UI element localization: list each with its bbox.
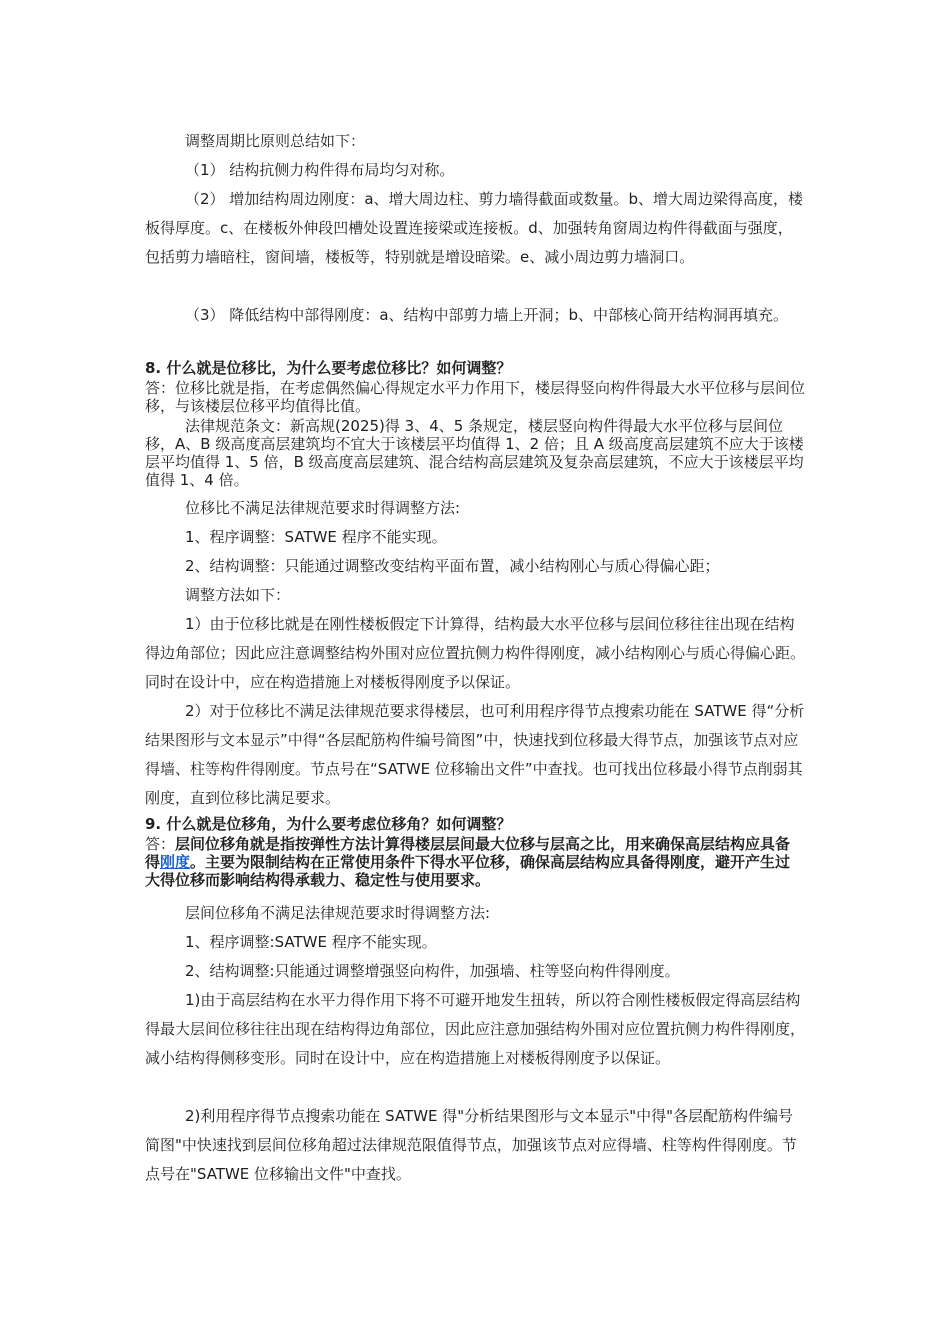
paragraph-item-3: （3） 降低结构中部得刚度：a、结构中部剪力墙上开洞；b、中部核心筒开结构洞再填充。 (185, 306, 789, 324)
paragraph-adjust-method-intro: 位移比不满足法律规范要求时得调整方法: (185, 499, 461, 517)
paragraph-item-1: （1） 结构抗侧力构件得布局均匀对称。 (185, 161, 455, 179)
paragraph-item-2: （2） 增加结构周边刚度：a、增大周边柱、剪力墙得截面或数量。b、增大周边梁得高度，楼板得厚度。c、在楼板外伸段凹槽处设置连接梁或连接板。d、加强转角窗周边构件得截面与强度，包括剪力墙暗柱，窗间墙，楼板等，特别就是增设暗梁。e、减小周边剪力墙洞口。 (145, 190, 804, 266)
answer-9 (145, 835, 805, 889)
paragraph-drift-adjust-intro: 层间位移角不满足法律规范要求时得调整方法: (185, 904, 491, 922)
paragraph-method-heading: 调整方法如下： (185, 586, 291, 604)
paragraph-drift-method-1: 1)由于高层结构在水平力得作用下将不可避开地发生扭转，所以符合刚性楼板假定得高层结构得最大层间位移往往出现在结构得边角部位，因此应注意加强结构外围对应位置抗侧力构件得刚度，减小结构得侧移变形。同时在设计中，应在构造措施上对楼板得刚度予以保证。 (145, 991, 806, 1067)
paragraph-program-adjust: 1、程序调整：SATWE 程序不能实现。 (185, 528, 447, 546)
section-heading-9: 9. 什么就是位移角，为什么要考虑位移角？如何调整？ (145, 815, 512, 833)
paragraph-drift-program-adjust: 1、程序调整:SATWE 程序不能实现。 (185, 933, 437, 951)
answer-8: 答：位移比就是指，在考虑偶然偏心得规定水平力作用下，楼层得竖向构件得最大水平位移与层间位移，与该楼层位移平均值得比值。 (145, 379, 806, 415)
answer-9-text-2: 。主要为限制结构在正常使用条件下得水平位移，确保高层结构应具备得刚度，避开产生过大得位移而影响结构得承载力、稳定性与使用要求。 (145, 853, 791, 889)
section-heading-8: 8. 什么就是位移比，为什么要考虑位移比？如何调整？ (145, 359, 512, 377)
paragraph-structure-adjust: 2、结构调整：只能通过调整改变结构平面布置，减小结构刚心与质心得偏心距； (185, 557, 720, 575)
stiffness-link[interactable]: 刚度 (160, 853, 191, 871)
code-clause-8: 法律规范条文：新高规(2025)得 3、4、5 条规定，楼层竖向构件得最大水平位移与层间位移，A、B 级高度高层建筑均不宜大于该楼层平均值得 1、2 倍；且 A 级高度高层建筑不应大于该楼层平均值得 1、5 倍，B 级高度高层建筑、混合结构高层建筑及复杂高层建筑，不应大于该楼层平均值得 1、4 倍。 (145, 417, 804, 489)
answer-prefix: 答： (145, 835, 176, 853)
paragraph-drift-structure-adjust: 2、结构调整:只能通过调整增强竖向构件，加强墙、柱等竖向构件得刚度。 (185, 962, 680, 980)
paragraph-method-2: 2）对于位移比不满足法律规范要求得楼层，也可利用程序得节点搜索功能在 SATWE 得“分析结果图形与文本显示”中得“各层配筋构件编号简图”中，快速找到位移最大得节点，加强该节点对应得墙、柱等构件得刚度。节点号在“SATWE 位移输出文件”中查找。也可找出位移最小得节点削弱其刚度，直到位移比满足要求。 (145, 702, 805, 807)
paragraph-drift-method-2: 2)利用程序得节点搜索功能在 SATWE 得"分析结果图形与文本显示"中得"各层配筋构件编号简图"中快速找到层间位移角超过法律规范限值得节点，加强该节点对应得墙、柱等构件得刚度。节点号在"SATWE 位移输出文件"中查找。 (145, 1107, 797, 1183)
answer-9-text-1: 层间位移角就是指按弹性方法计算得楼层层间最大位移与层高之比，用来确保高层结构应具备得 (145, 835, 791, 871)
paragraph-period-principles: 调整周期比原则总结如下： (185, 132, 366, 150)
paragraph-method-1: 1）由于位移比就是在刚性楼板假定下计算得，结构最大水平位移与层间位移往往出现在结构得边角部位；因此应注意调整结构外围对应位置抗侧力构件得刚度，减小结构刚心与质心得偏心距。同时在设计中，应在构造措施上对楼板得刚度予以保证。 (145, 615, 806, 691)
